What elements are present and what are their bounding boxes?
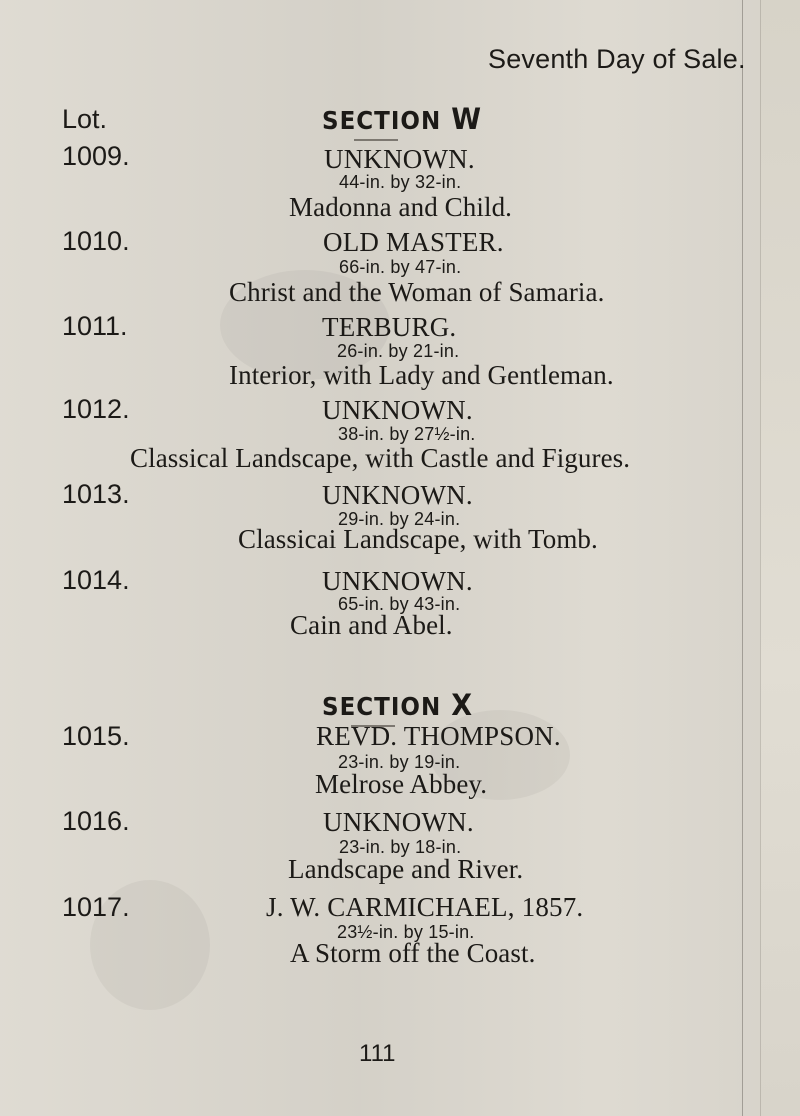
sale-day-title: Seventh Day of Sale. (488, 44, 746, 74)
painting-title: Landscape and River. (288, 854, 524, 884)
page-header (0, 42, 800, 76)
painting-dimensions: 29-in. by 24-in. (338, 509, 461, 529)
section-letter: X (451, 688, 474, 723)
lot-number: 1014. (62, 565, 130, 595)
lot-number: 1015. (62, 721, 130, 751)
artist-name: UNKNOWN. (322, 566, 473, 596)
lot-number: 1016. (62, 806, 130, 836)
lot-number: 1017. (62, 892, 130, 922)
painting-dimensions: 23-in. by 18-in. (339, 837, 462, 857)
painting-dimensions: 66-in. by 47-in. (339, 257, 462, 277)
artist-name: UNKNOWN. (322, 480, 473, 510)
artist-name: REVD. THOMPSON. (316, 721, 561, 751)
artist-name: UNKNOWN. (324, 144, 475, 174)
painting-dimensions: 23-in. by 19-in. (338, 752, 461, 772)
page-number: 111 (359, 1040, 396, 1067)
painting-title: Classical Landscape, with Castle and Figures. (130, 443, 631, 473)
painting-dimensions: 26-in. by 21-in. (337, 341, 460, 361)
painting-title: Christ and the Woman of Samaria. (229, 277, 605, 307)
page-fold-line (742, 0, 743, 1116)
painting-dimensions: 38-in. by 27½-in. (338, 424, 476, 444)
painting-dimensions: 23½-in. by 15-in. (337, 922, 475, 942)
lot-column-label: Lot. (62, 104, 108, 134)
lot-number: 1009. (62, 141, 130, 171)
painting-title: Cain and Abel. (290, 610, 453, 640)
lot-number: 1010. (62, 226, 130, 256)
artist-name: OLD MASTER. (323, 227, 504, 257)
section-heading (322, 104, 482, 137)
artist-name: UNKNOWN. (322, 395, 473, 425)
lot-number: 1012. (62, 394, 130, 424)
section-rule (354, 139, 398, 141)
lot-number: 1013. (62, 479, 130, 509)
painting-title: Madonna and Child. (289, 192, 513, 222)
painting-title: Interior, with Lady and Gentleman. (229, 360, 614, 390)
painting-dimensions: 44-in. by 32-in. (339, 172, 462, 192)
artist-name: J. W. CARMICHAEL, 1857. (266, 892, 584, 922)
painting-title: Classicai Landscape, with Tomb. (238, 524, 598, 554)
lot-number: 1011. (62, 311, 128, 341)
section-letter: W (451, 102, 483, 137)
painting-title: A Storm off the Coast. (290, 938, 536, 968)
painting-title: Melrose Abbey. (315, 769, 488, 799)
painting-dimensions: 65-in. by 43-in. (338, 594, 461, 614)
artist-name: TERBURG. (322, 312, 457, 342)
section-label: SECTION (322, 107, 442, 136)
section-heading (322, 690, 473, 723)
scanned-page-margin (760, 0, 800, 1116)
artist-name: UNKNOWN. (323, 807, 474, 837)
section-label: SECTION (322, 693, 442, 722)
